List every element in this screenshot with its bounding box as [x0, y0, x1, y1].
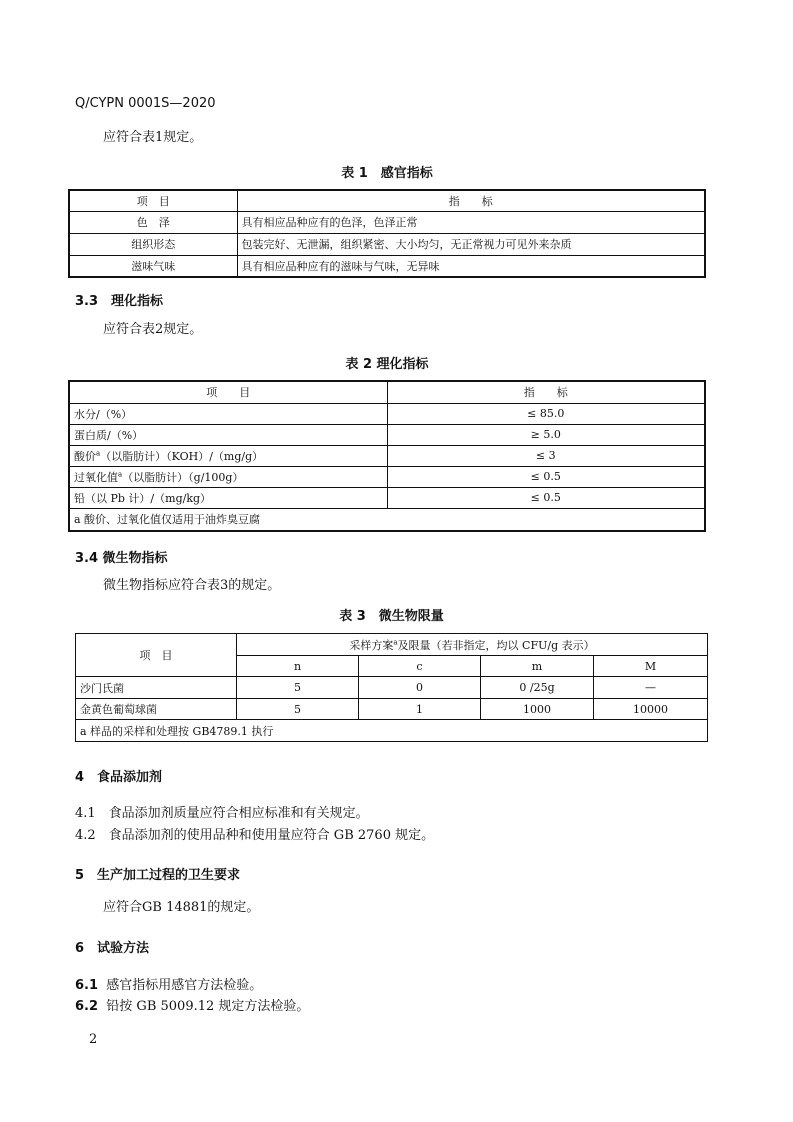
- table2-footnote-row: [69, 508, 705, 531]
- peroxide-value-unit: （以脂肪计）（g/100g）: [122, 470, 244, 484]
- table2-row1-value: ≤ 85.0: [387, 403, 705, 424]
- footnote-marker: a: [393, 637, 398, 646]
- table1-row3-index: 具有相应品种应有的滋味与气味，无异味: [237, 255, 705, 277]
- table-row: [76, 699, 708, 720]
- section-6-heading: 6 试验方法: [75, 941, 150, 956]
- table2-footnote: a 酸价、过氧化值仅适用于油炸臭豆腐: [69, 508, 705, 531]
- table1-sensory: [68, 189, 706, 278]
- table3-row1-n: 5: [237, 677, 359, 699]
- table2-row1-item: 水分/（%）: [69, 403, 387, 424]
- table3-row2-n: 5: [237, 699, 359, 720]
- table3-footnote-row: [76, 720, 708, 742]
- table2-header-row: [69, 381, 705, 403]
- footnote-marker: a: [96, 448, 101, 457]
- table3-header-c: c: [359, 656, 481, 677]
- section-5-paragraph: 应符合GB 14881的规定。: [103, 900, 260, 915]
- table-row: [69, 403, 705, 424]
- sampling-plan-unit: 及限量（若非指定，均以 CFU/g 表示）: [397, 638, 595, 652]
- table-row: [76, 677, 708, 699]
- table2-row3-value: ≤ 3: [387, 445, 705, 466]
- table3-row1-m: 0 /25g: [481, 677, 594, 699]
- table2-row2-item: 蛋白质/（%）: [69, 424, 387, 445]
- table-row: [69, 445, 705, 466]
- table-row: [69, 211, 705, 233]
- table3-header-n: n: [237, 656, 359, 677]
- page-number: 2: [89, 1032, 98, 1047]
- table2-row5-item: 铅（以 Pb 计）/（mg/kg）: [69, 487, 387, 508]
- table3-row2-c: 1: [359, 699, 481, 720]
- sampling-plan-label: 采样方案: [349, 638, 394, 652]
- table-row: [69, 466, 705, 487]
- table3-footnote: a 样品的采样和处理按 GB4789.1 执行: [76, 720, 708, 742]
- section-3-3-heading: 3.3 理化指标: [75, 294, 164, 309]
- section-6-2: [75, 999, 309, 1015]
- section-6-1-number: 6.1: [75, 978, 99, 993]
- section-3-3-paragraph: 应符合表2规定。: [103, 322, 203, 337]
- table2-header-index: 指 标: [387, 381, 705, 403]
- table2-row3-item: [69, 445, 387, 466]
- table-row: [69, 233, 705, 255]
- section-5-heading: 5 生产加工过程的卫生要求: [75, 868, 241, 883]
- footnote-marker: a: [118, 469, 123, 478]
- table1-row2-item: 组织形态: [69, 233, 237, 255]
- table-row: [69, 487, 705, 508]
- document-code: Q/CYPN 0001S—2020: [75, 96, 216, 111]
- intro-paragraph: 应符合表1规定。: [103, 130, 203, 145]
- section-6-2-number: 6.2: [75, 999, 99, 1014]
- section-6-2-text: 铅按 GB 5009.12 规定方法检验。: [106, 999, 310, 1014]
- table3-row1-c: 0: [359, 677, 481, 699]
- table-row: [69, 424, 705, 445]
- table2-caption: 表 2 理化指标: [345, 357, 429, 372]
- table2-physicochemical: [68, 380, 706, 532]
- table3-caption: 表 3 微生物限量: [339, 609, 444, 624]
- table2-row4-value: ≤ 0.5: [387, 466, 705, 487]
- table3-header-M: M: [594, 656, 708, 677]
- table1-row1-item: 色 泽: [69, 211, 237, 233]
- table3-row2-item: 金黄色葡萄球菌: [76, 699, 237, 720]
- table2-header-item: 项 目: [69, 381, 387, 403]
- table1-caption: 表 1 感官指标: [341, 166, 433, 181]
- acid-value-unit: （以脂肪计）（KOH）/（mg/g）: [100, 449, 264, 463]
- section-3-4-paragraph: 微生物指标应符合表3的规定。: [103, 578, 281, 593]
- table3-header-item: 项 目: [76, 634, 237, 677]
- table3-header-plan: [237, 634, 708, 656]
- table3-header-m: m: [481, 656, 594, 677]
- table2-row2-value: ≥ 5.0: [387, 424, 705, 445]
- table1-header-row: [69, 190, 705, 211]
- section-4-heading: 4 食品添加剂: [75, 770, 163, 785]
- table3-row1-item: 沙门氏菌: [76, 677, 237, 699]
- table2-row5-value: ≤ 0.5: [387, 487, 705, 508]
- table3-header-row: [76, 634, 708, 656]
- section-6-1-text: 感官指标用感官方法检验。: [106, 978, 263, 993]
- table1-row2-index: 包装完好、无泄漏，组织紧密、大小均匀，无正常视力可见外来杂质: [237, 233, 705, 255]
- table-row: [69, 255, 705, 277]
- table3-row2-M: 10000: [594, 699, 708, 720]
- table1-row1-index: 具有相应品种应有的色泽，色泽正常: [237, 211, 705, 233]
- table2-row4-item: [69, 466, 387, 487]
- section-3-4-heading: 3.4 微生物指标: [75, 551, 168, 566]
- table1-row3-item: 滋味气味: [69, 255, 237, 277]
- section-6-1: [75, 978, 262, 994]
- table1-header-index: 指 标: [237, 190, 705, 211]
- table3-row2-m: 1000: [481, 699, 594, 720]
- table1-header-item: 项 目: [69, 190, 237, 211]
- acid-value-label: 酸价: [74, 449, 96, 463]
- peroxide-value-label: 过氧化值: [74, 470, 118, 484]
- section-4-1: 4.1 食品添加剂质量应符合相应标准和有关规定。: [75, 806, 369, 821]
- table3-row1-M: —: [594, 677, 708, 699]
- section-4-2: 4.2 食品添加剂的使用品种和使用量应符合 GB 2760 规定。: [75, 828, 435, 843]
- table3-microbial: [75, 633, 708, 742]
